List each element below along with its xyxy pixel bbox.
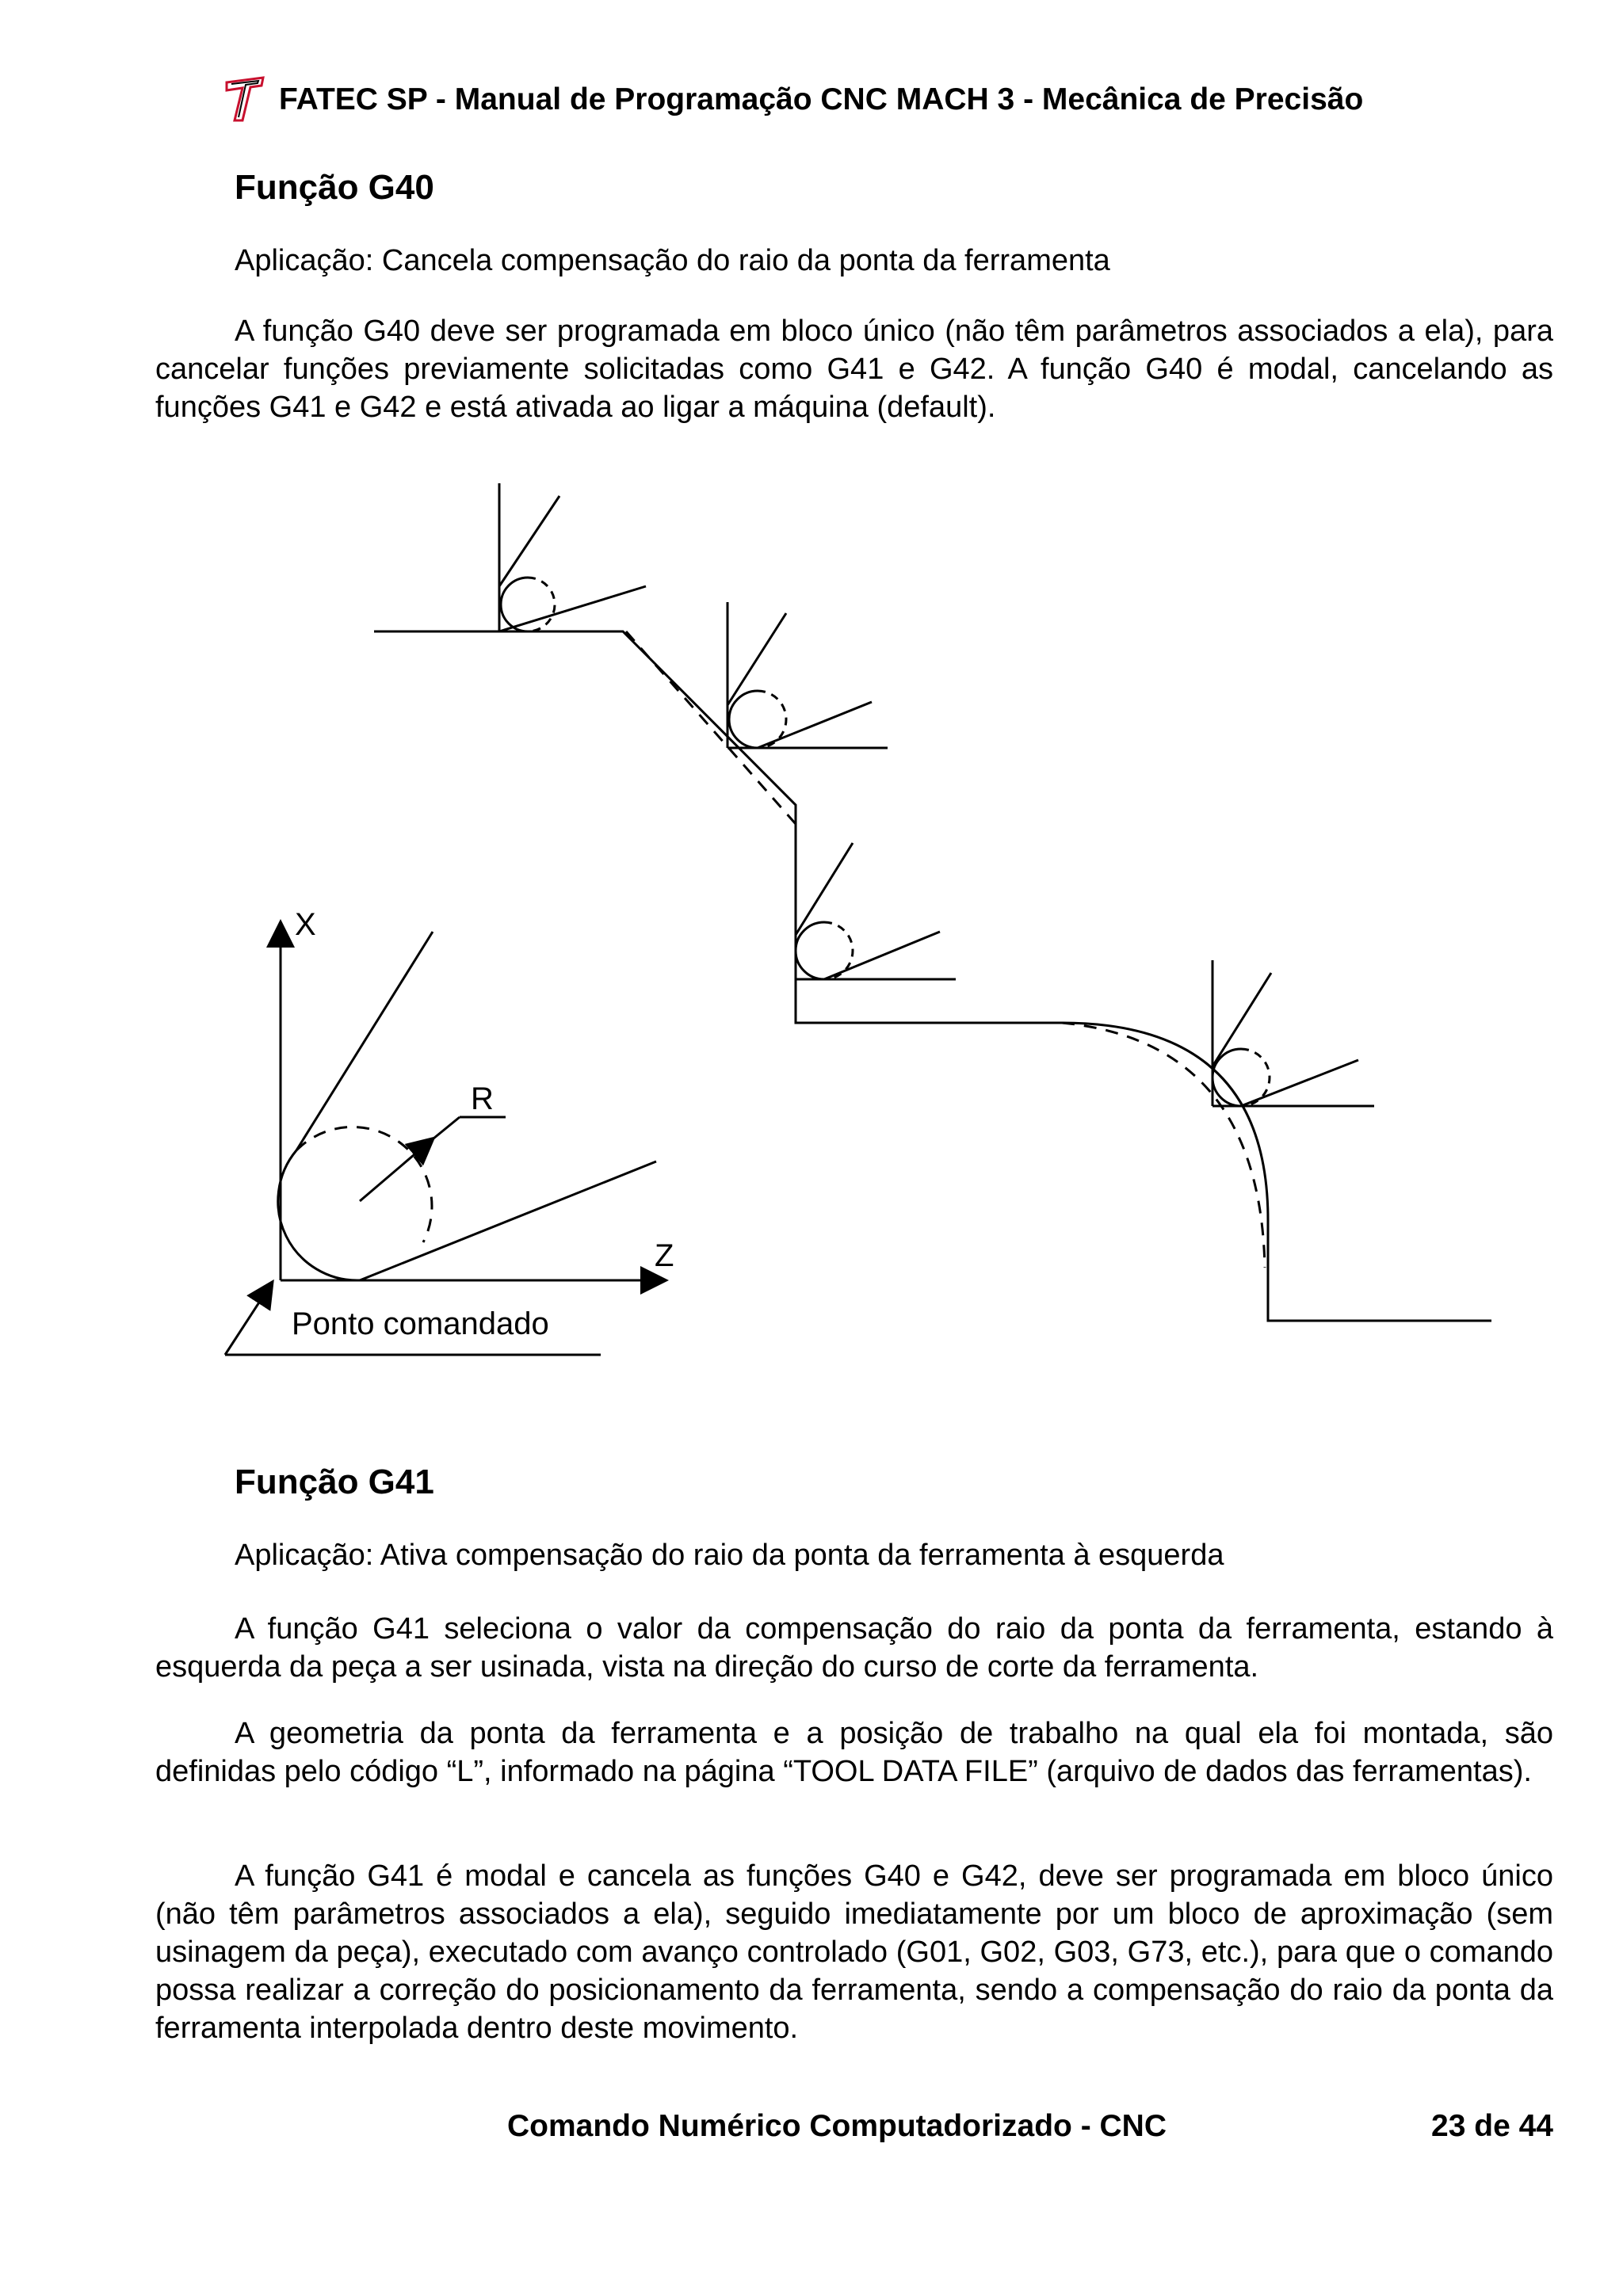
label-x: X	[295, 907, 316, 942]
section-title-g40: Função G40	[235, 168, 434, 207]
page-number: 23 de 44	[1431, 2109, 1553, 2143]
tool-2	[727, 602, 888, 748]
page-header	[222, 76, 1490, 124]
application-g40: Aplicação: Cancela compensação do raio da ponta da ferramenta	[235, 244, 1110, 277]
tool-1	[499, 483, 646, 631]
footer-title: Comando Numérico Computadorizado - CNC	[507, 2109, 1167, 2143]
paragraph-g41-1: A função G41 seleciona o valor da compensação do raio da ponta da ferramenta, estando à esquerda da peça a ser usinada, vista na direção do curso de corte da ferramenta.	[155, 1612, 1553, 1684]
header-title: FATEC SP - Manual de Programação CNC MACH 3 - Mecânica de Precisão	[279, 82, 1364, 116]
paragraph-g41-3: A função G41 é modal e cancela as funções G40 e G42, deve ser programada em bloco único (não têm parâmetros associados a ela), seguido imediatamente por um bloco de aproximação (sem usinagem da peça), executado com avanço controlado (G01, G02, G03, G73, etc.), para que o comando possa realizar a correção do posicionamento da ferramenta, sendo a compensação do raio da ponta da ferramenta interpolada dentro deste movimento.	[155, 1859, 1553, 2045]
tool-3	[796, 843, 956, 979]
tool-path-curve-dashed	[1062, 1023, 1265, 1268]
tool-nose-detail	[278, 932, 656, 1280]
tool-4	[1212, 960, 1374, 1106]
workpiece-profile	[374, 631, 1491, 1321]
label-commanded-point: Ponto comandado	[292, 1306, 549, 1341]
paragraph-g41-2: A geometria da ponta da ferramenta e a posição de trabalho na qual ela foi montada, são definidas pelo código “L”, informado na página “TOOL DATA FILE” (arquivo de dados das ferramentas).	[155, 1717, 1553, 1788]
label-z: Z	[655, 1238, 674, 1273]
paragraph-g40: A função G40 deve ser programada em bloco único (não têm parâmetros associados a ela), para cancelar funções previamente solicitadas como G41 e G42. A função G40 é modal, cancelando as funções G41 e G42 e está ativada ao ligar a máquina (default).	[155, 315, 1553, 424]
fatec-logo-icon	[222, 76, 271, 124]
application-g41: Aplicação: Ativa compensação do raio da ponta da ferramenta à esquerda	[235, 1539, 1224, 1572]
tool-compensation-diagram	[0, 460, 1623, 1394]
section-title-g41: Função G41	[235, 1463, 434, 1501]
label-r: R	[471, 1081, 494, 1116]
